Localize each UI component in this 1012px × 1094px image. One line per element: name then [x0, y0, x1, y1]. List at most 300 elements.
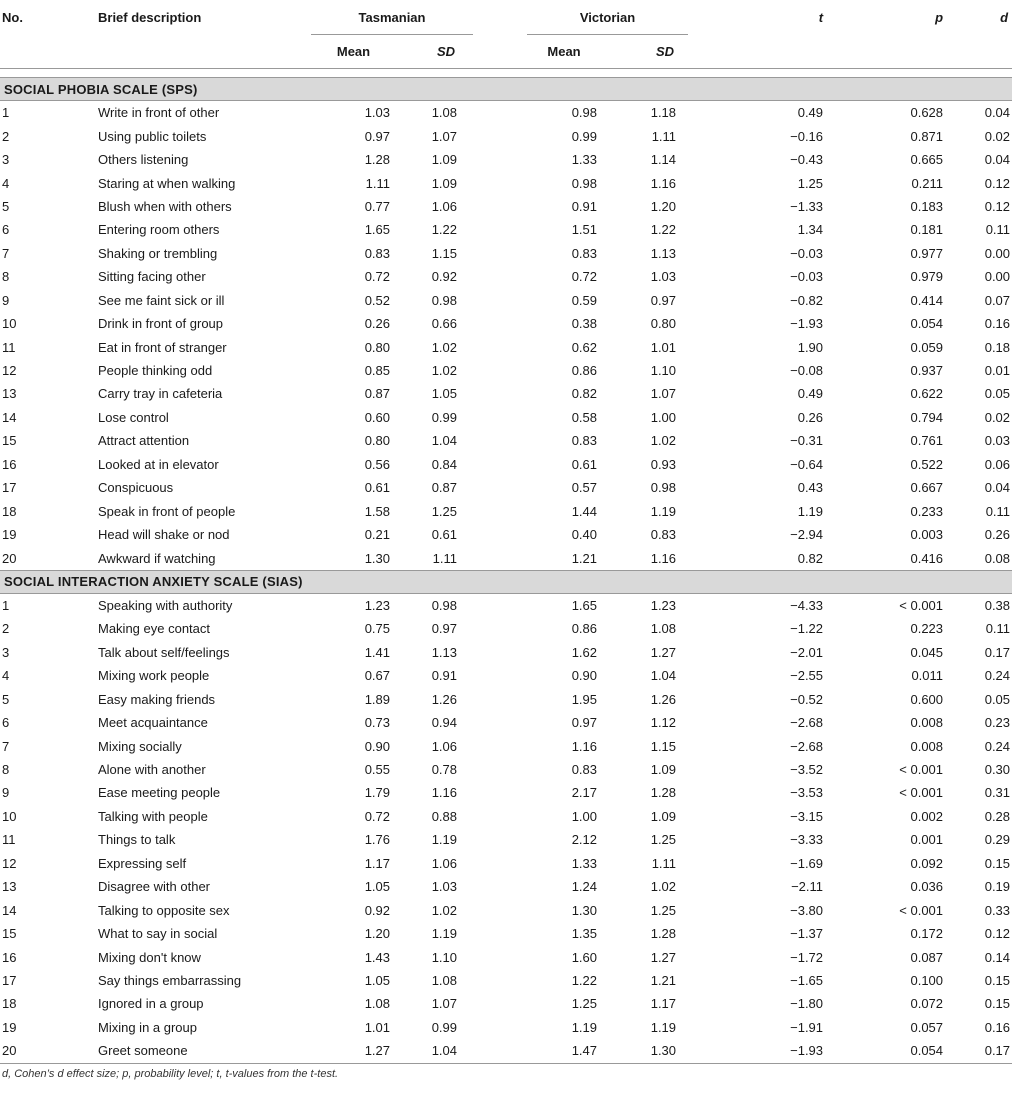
cell-tas-sd: 1.03: [431, 879, 458, 895]
cell-description: Head will shake or nod: [98, 527, 230, 543]
table-row: [0, 945, 1012, 968]
cell-tas-mean: 1.58: [364, 503, 390, 519]
cell-t: −3.33: [790, 832, 824, 848]
cell-description: Mixing work people: [98, 668, 210, 684]
header-tas-mean: Mean: [336, 44, 371, 59]
cell-tas-mean: 0.72: [364, 269, 390, 285]
cell-t: −4.33: [790, 597, 824, 613]
cell-no: 11: [2, 832, 16, 848]
cell-no: 1: [2, 105, 10, 121]
cell-vic-mean: 0.98: [571, 175, 598, 191]
footnote: d, Cohen’s d effect size; p, probability level; t, t-values from the t-test.: [2, 1068, 339, 1080]
cell-d: 0.12: [984, 198, 1011, 214]
table-row: [0, 593, 1012, 617]
cell-d: 0.04: [984, 152, 1011, 168]
cell-vic-sd: 1.07: [650, 386, 677, 402]
table-row: [0, 641, 1012, 664]
cell-tas-mean: 0.52: [364, 292, 390, 308]
table-row: [0, 499, 1012, 522]
cell-p: 0.072: [910, 996, 944, 1012]
cell-tas-mean: 1.76: [364, 832, 390, 848]
cell-vic-sd: 1.16: [650, 550, 677, 566]
cell-description: Mixing in a group: [98, 1019, 197, 1035]
cell-d: 0.28: [984, 808, 1011, 824]
cell-description: Meet acquaintance: [98, 715, 208, 731]
table-row: [0, 523, 1012, 546]
cell-d: 0.15: [984, 972, 1011, 988]
cell-p: 0.002: [910, 808, 944, 824]
cell-tas-mean: 0.21: [364, 527, 390, 543]
table-row: [0, 171, 1012, 194]
cell-tas-sd: 1.11: [432, 550, 458, 566]
cell-description: Talking to opposite sex: [98, 902, 230, 918]
table-row: [0, 359, 1012, 382]
cell-d: 0.07: [984, 292, 1011, 308]
cell-description: Greet someone: [98, 1039, 311, 1063]
cell-description: Attract attention: [98, 433, 190, 449]
cell-vic-mean: 0.40: [571, 527, 598, 543]
cell-vic-sd: 1.28: [650, 785, 677, 801]
cell-vic-sd: 0.83: [650, 527, 677, 543]
table-row: [0, 922, 1012, 945]
cell-tas-sd: 1.25: [431, 503, 458, 519]
cell-t: −1.72: [790, 949, 824, 965]
cell-no: 6: [2, 222, 10, 238]
cell-description: Shaking or trembling: [98, 245, 218, 261]
header-tas-sd: SD: [436, 44, 456, 59]
cell-no: 9: [2, 785, 10, 801]
cell-t: −2.94: [790, 527, 824, 543]
cell-vic-sd: 1.02: [650, 433, 677, 449]
cell-vic-mean: 0.86: [571, 621, 598, 637]
cell-p: < 0.001: [899, 762, 944, 778]
cell-tas-mean: 0.60: [364, 409, 390, 425]
table-row: [0, 546, 1012, 570]
table-row: [0, 805, 1012, 828]
cell-no: 10: [2, 316, 17, 332]
cell-p: 0.794: [910, 409, 944, 425]
cell-no: 12: [2, 855, 17, 871]
header-vic-sd: SD: [655, 44, 675, 59]
cell-d: 0.04: [984, 480, 1011, 496]
cell-no: 18: [2, 996, 17, 1012]
cell-tas-sd: 1.16: [431, 785, 458, 801]
cell-tas-sd: 1.26: [431, 691, 458, 707]
cell-vic-sd: 1.11: [651, 128, 677, 144]
cell-p: 0.628: [910, 105, 944, 121]
cell-vic-mean: 1.60: [571, 949, 598, 965]
cell-t: 0.49: [797, 105, 824, 121]
cell-no: 2: [2, 621, 10, 637]
cell-t: −0.16: [790, 128, 824, 144]
cell-d: 0.15: [984, 855, 1011, 871]
cell-no: 4: [2, 668, 10, 684]
cell-d: 0.02: [984, 128, 1011, 144]
cell-tas-sd: 1.04: [396, 1039, 473, 1063]
cell-p: 0.087: [910, 949, 944, 965]
table-row: [0, 1016, 1012, 1039]
cell-tas-mean: 0.87: [364, 386, 390, 402]
cell-p: 0.522: [910, 456, 944, 472]
cell-tas-mean: 1.08: [364, 996, 390, 1012]
cell-no: 15: [2, 433, 17, 449]
cell-tas-sd: 0.87: [431, 480, 458, 496]
cell-vic-mean: 0.91: [571, 198, 598, 214]
table-row: [0, 898, 1012, 921]
cell-tas-sd: 1.04: [431, 433, 458, 449]
cell-d: 0.38: [984, 597, 1011, 613]
section-title: SOCIAL INTERACTION ANXIETY SCALE (SIAS): [0, 570, 1012, 593]
cell-vic-sd: 1.15: [650, 738, 677, 754]
cell-tas-mean: 0.83: [364, 245, 390, 261]
cell-tas-mean: 1.05: [364, 879, 390, 895]
cell-vic-sd: 1.28: [650, 926, 677, 942]
cell-tas-mean: 1.89: [364, 691, 390, 707]
cell-d: 0.24: [984, 668, 1011, 684]
cell-vic-mean: 0.59: [571, 292, 598, 308]
cell-tas-sd: 0.61: [431, 527, 458, 543]
cell-tas-mean: 1.03: [364, 105, 390, 121]
cell-vic-mean: 1.95: [571, 691, 598, 707]
table-row: [0, 312, 1012, 335]
cell-no: 19: [2, 1019, 17, 1035]
cell-no: 4: [2, 175, 10, 191]
cell-description: Disagree with other: [98, 879, 210, 895]
cell-d: 0.01: [984, 363, 1011, 379]
cell-vic-mean: 1.33: [571, 855, 598, 871]
cell-t: −2.11: [791, 879, 824, 895]
cell-tas-mean: 1.27: [311, 1039, 396, 1063]
cell-tas-sd: 1.06: [431, 855, 458, 871]
cell-p: 0.036: [910, 879, 944, 895]
cell-t: −2.55: [790, 668, 824, 684]
cell-d: 0.30: [984, 762, 1011, 778]
cell-description: Speaking with authority: [98, 597, 233, 613]
cell-tas-sd: 0.66: [431, 316, 458, 332]
cell-description: Lose control: [98, 409, 169, 425]
table-row: [0, 289, 1012, 312]
cell-vic-mean: 0.90: [571, 668, 598, 684]
cell-vic-mean: 0.82: [571, 386, 598, 402]
table-row: [0, 218, 1012, 241]
cell-description: Awkward if watching: [98, 550, 216, 566]
cell-no: 5: [2, 198, 10, 214]
cell-no: 2: [2, 128, 10, 144]
table-row: [0, 852, 1012, 875]
cell-vic-mean: 1.47: [527, 1039, 611, 1063]
cell-no: 14: [2, 409, 17, 425]
header-victorian: Victorian: [527, 0, 688, 35]
cell-vic-mean: 1.30: [571, 902, 598, 918]
cell-tas-sd: 1.10: [431, 949, 458, 965]
cell-t: −0.31: [790, 433, 824, 449]
header-tasmanian: Tasmanian: [311, 0, 473, 35]
table-row: [0, 688, 1012, 711]
cell-tas-sd: 0.78: [431, 762, 458, 778]
cell-description: Looked at in elevator: [98, 456, 219, 472]
cell-no: 19: [2, 527, 17, 543]
table-row: [0, 335, 1012, 358]
cell-no: 13: [2, 386, 17, 402]
cell-d: 0.15: [984, 996, 1011, 1012]
cell-t: −3.53: [790, 785, 824, 801]
cell-p: 0.003: [910, 527, 944, 543]
cell-description: Entering room others: [98, 222, 220, 238]
cell-description: Expressing self: [98, 855, 187, 871]
cell-description: Things to talk: [98, 832, 176, 848]
cell-no: 3: [2, 152, 10, 168]
cell-vic-sd: 1.21: [650, 972, 677, 988]
cell-description: Alone with another: [98, 762, 206, 778]
cell-vic-mean: 1.24: [571, 879, 598, 895]
cell-no: 14: [2, 902, 17, 918]
cell-tas-sd: 1.22: [431, 222, 458, 238]
header-description: Brief description: [98, 10, 202, 25]
cell-p: 0.059: [910, 339, 944, 355]
cell-vic-mean: 1.21: [571, 550, 598, 566]
cell-vic-sd: 0.93: [650, 456, 677, 472]
cell-tas-sd: 0.91: [431, 668, 458, 684]
cell-no: 10: [2, 808, 17, 824]
cell-vic-sd: 0.98: [650, 480, 677, 496]
cell-tas-sd: 0.92: [431, 269, 458, 285]
cell-vic-sd: 1.10: [650, 363, 677, 379]
cell-d: 0.05: [984, 386, 1011, 402]
cell-no: 16: [2, 949, 17, 965]
table-row: [0, 242, 1012, 265]
cell-tas-mean: 1.41: [364, 644, 390, 660]
cell-tas-mean: 1.23: [364, 597, 390, 613]
cell-p: 0.011: [911, 668, 944, 684]
cell-p: 0.183: [910, 198, 944, 214]
cell-d: 0.11: [985, 621, 1011, 637]
cell-tas-mean: 0.75: [364, 621, 390, 637]
table-row: [0, 969, 1012, 992]
cell-tas-mean: 1.01: [364, 1019, 390, 1035]
cell-p: 0.977: [910, 245, 944, 261]
cell-p: 0.054: [910, 316, 944, 332]
cell-t: −3.52: [790, 762, 824, 778]
cell-p: 0.416: [910, 550, 944, 566]
cell-description: Mixing don't know: [98, 949, 201, 965]
cell-tas-mean: 1.28: [364, 152, 390, 168]
cell-tas-mean: 1.30: [364, 550, 390, 566]
table-row: [0, 265, 1012, 288]
cell-tas-sd: 1.06: [431, 198, 458, 214]
cell-description: Write in front of other: [98, 105, 220, 121]
cell-p: 0.665: [910, 152, 944, 168]
cell-vic-sd: 1.08: [650, 621, 677, 637]
cell-t: −1.22: [790, 621, 824, 637]
cell-no: 15: [2, 926, 17, 942]
cell-tas-sd: 0.97: [431, 621, 458, 637]
cell-vic-sd: 1.27: [650, 644, 677, 660]
cell-tas-sd: 0.88: [431, 808, 458, 824]
cell-d: 0.24: [984, 738, 1011, 754]
cell-tas-sd: 1.06: [431, 738, 458, 754]
cell-t: −3.80: [790, 902, 824, 918]
cell-tas-sd: 1.08: [431, 105, 458, 121]
cell-vic-mean: 0.58: [571, 409, 598, 425]
cell-tas-sd: 1.02: [431, 339, 458, 355]
cell-vic-mean: 1.16: [571, 738, 598, 754]
cell-t: −1.37: [790, 926, 824, 942]
cell-description: People thinking odd: [98, 363, 213, 379]
cell-p: 0.937: [910, 363, 944, 379]
cell-vic-sd: 1.03: [650, 269, 677, 285]
cell-p: < 0.001: [899, 597, 944, 613]
cell-vic-mean: 1.35: [571, 926, 598, 942]
cell-vic-mean: 0.99: [571, 128, 598, 144]
cell-description: Mixing socially: [98, 738, 182, 754]
cell-vic-mean: 0.57: [571, 480, 598, 496]
cell-description: Sitting facing other: [98, 269, 206, 285]
cell-p: 0.211: [911, 175, 944, 191]
cell-description: Talk about self/feelings: [98, 644, 230, 660]
table-body: [0, 78, 1012, 1064]
cell-no: 12: [2, 363, 17, 379]
table-row: [0, 195, 1012, 218]
cell-tas-sd: 1.02: [431, 902, 458, 918]
cell-vic-sd: 1.23: [650, 597, 677, 613]
cell-t: −1.93: [790, 316, 824, 332]
cell-vic-mean: 0.72: [571, 269, 598, 285]
cell-description: Eat in front of stranger: [98, 339, 227, 355]
cell-vic-mean: 0.62: [571, 339, 598, 355]
cell-vic-mean: 0.61: [571, 456, 598, 472]
cell-t: −1.33: [790, 198, 824, 214]
table-row: [0, 664, 1012, 687]
cell-d: 0.17: [984, 644, 1011, 660]
cell-t: −0.08: [790, 363, 824, 379]
cell-vic-sd: 1.27: [650, 949, 677, 965]
cell-p: 0.100: [910, 972, 944, 988]
table-row: [0, 429, 1012, 452]
cell-vic-mean: 0.97: [571, 715, 598, 731]
cell-tas-sd: 1.07: [431, 996, 458, 1012]
cell-t: 0.49: [797, 386, 824, 402]
cell-description: Conspicuous: [98, 480, 174, 496]
cell-d: 0.18: [984, 339, 1011, 355]
cell-tas-sd: 1.09: [431, 152, 458, 168]
cell-p: 0.233: [910, 503, 944, 519]
cell-p: 0.761: [910, 433, 944, 449]
cell-d: 0.02: [984, 409, 1011, 425]
cell-t: −0.64: [790, 456, 824, 472]
cell-tas-sd: 1.19: [431, 926, 458, 942]
section-header: [0, 570, 1012, 593]
cell-t: −1.91: [790, 1019, 824, 1035]
table-row: [0, 406, 1012, 429]
header-no: No.: [2, 10, 23, 25]
header-vic-mean: Mean: [547, 44, 581, 59]
cell-vic-mean: 0.38: [571, 316, 598, 332]
cell-no: 13: [2, 879, 17, 895]
cell-description: Others listening: [98, 152, 189, 168]
cell-vic-sd: 1.26: [650, 691, 677, 707]
cell-p: 0.008: [910, 715, 944, 731]
cell-vic-sd: 1.30: [611, 1039, 688, 1063]
cell-d: 0.14: [984, 949, 1011, 965]
header-t: t: [818, 10, 824, 25]
cell-d: 0.17: [945, 1039, 1012, 1063]
cell-vic-sd: 1.11: [651, 855, 677, 871]
cell-vic-sd: 1.09: [650, 762, 677, 778]
cell-d: 0.00: [984, 269, 1011, 285]
cell-tas-mean: 1.79: [364, 785, 390, 801]
cell-vic-sd: 1.17: [650, 996, 677, 1012]
cell-tas-sd: 0.98: [431, 597, 458, 613]
cell-no: 3: [2, 644, 10, 660]
table-row: [0, 453, 1012, 476]
cell-vic-mean: 0.86: [571, 363, 598, 379]
cell-t: 1.90: [797, 339, 824, 355]
cell-vic-mean: 1.62: [571, 644, 598, 660]
cell-tas-mean: 1.17: [364, 855, 390, 871]
cell-vic-sd: 1.02: [650, 879, 677, 895]
cell-tas-mean: 1.43: [364, 949, 390, 965]
cell-vic-mean: 0.83: [571, 245, 598, 261]
cell-d: 0.29: [984, 832, 1011, 848]
cell-no: 17: [2, 972, 17, 988]
cell-tas-sd: 1.15: [431, 245, 458, 261]
cell-vic-sd: 1.00: [650, 409, 677, 425]
cell-vic-mean: 1.25: [571, 996, 598, 1012]
cell-tas-sd: 1.07: [431, 128, 458, 144]
cell-description: See me faint sick or ill: [98, 292, 225, 308]
cell-vic-sd: 1.13: [650, 245, 677, 261]
table-row: [0, 828, 1012, 851]
table-row: [0, 124, 1012, 147]
cell-vic-sd: 1.01: [650, 339, 677, 355]
cell-tas-sd: 0.94: [431, 715, 458, 731]
cell-d: 0.03: [984, 433, 1011, 449]
cell-d: 0.33: [984, 902, 1011, 918]
cell-tas-sd: 0.84: [431, 456, 458, 472]
cell-t: −1.65: [790, 972, 824, 988]
cell-description: Speak in front of people: [98, 503, 236, 519]
cell-p: 0.057: [910, 1019, 944, 1035]
cell-d: 0.00: [984, 245, 1011, 261]
table-row: [0, 617, 1012, 640]
cell-tas-mean: 0.55: [364, 762, 390, 778]
cell-vic-sd: 1.16: [650, 175, 677, 191]
cell-p: 0.600: [910, 691, 944, 707]
cell-d: 0.12: [984, 926, 1011, 942]
cell-t: −0.03: [790, 245, 824, 261]
cell-t: −0.43: [790, 152, 824, 168]
cell-no: 1: [2, 597, 10, 613]
cell-d: 0.06: [984, 456, 1011, 472]
cell-d: 0.23: [984, 715, 1011, 731]
cell-description: Ease meeting people: [98, 785, 221, 801]
cell-vic-mean: 2.12: [571, 832, 598, 848]
cell-tas-sd: 0.98: [431, 292, 458, 308]
cell-t: −1.80: [790, 996, 824, 1012]
cell-p: 0.223: [910, 621, 944, 637]
cell-d: 0.11: [985, 503, 1011, 519]
table-row: [0, 711, 1012, 734]
section-title: SOCIAL PHOBIA SCALE (SPS): [0, 78, 1012, 101]
cell-vic-sd: 1.19: [650, 503, 677, 519]
cell-t: −2.01: [790, 644, 824, 660]
cell-d: 0.19: [984, 879, 1011, 895]
cell-tas-mean: 0.56: [364, 456, 390, 472]
cell-description: Using public toilets: [98, 128, 207, 144]
cell-tas-sd: 1.13: [431, 644, 458, 660]
cell-vic-mean: 0.98: [571, 105, 598, 121]
cell-d: 0.26: [984, 527, 1011, 543]
